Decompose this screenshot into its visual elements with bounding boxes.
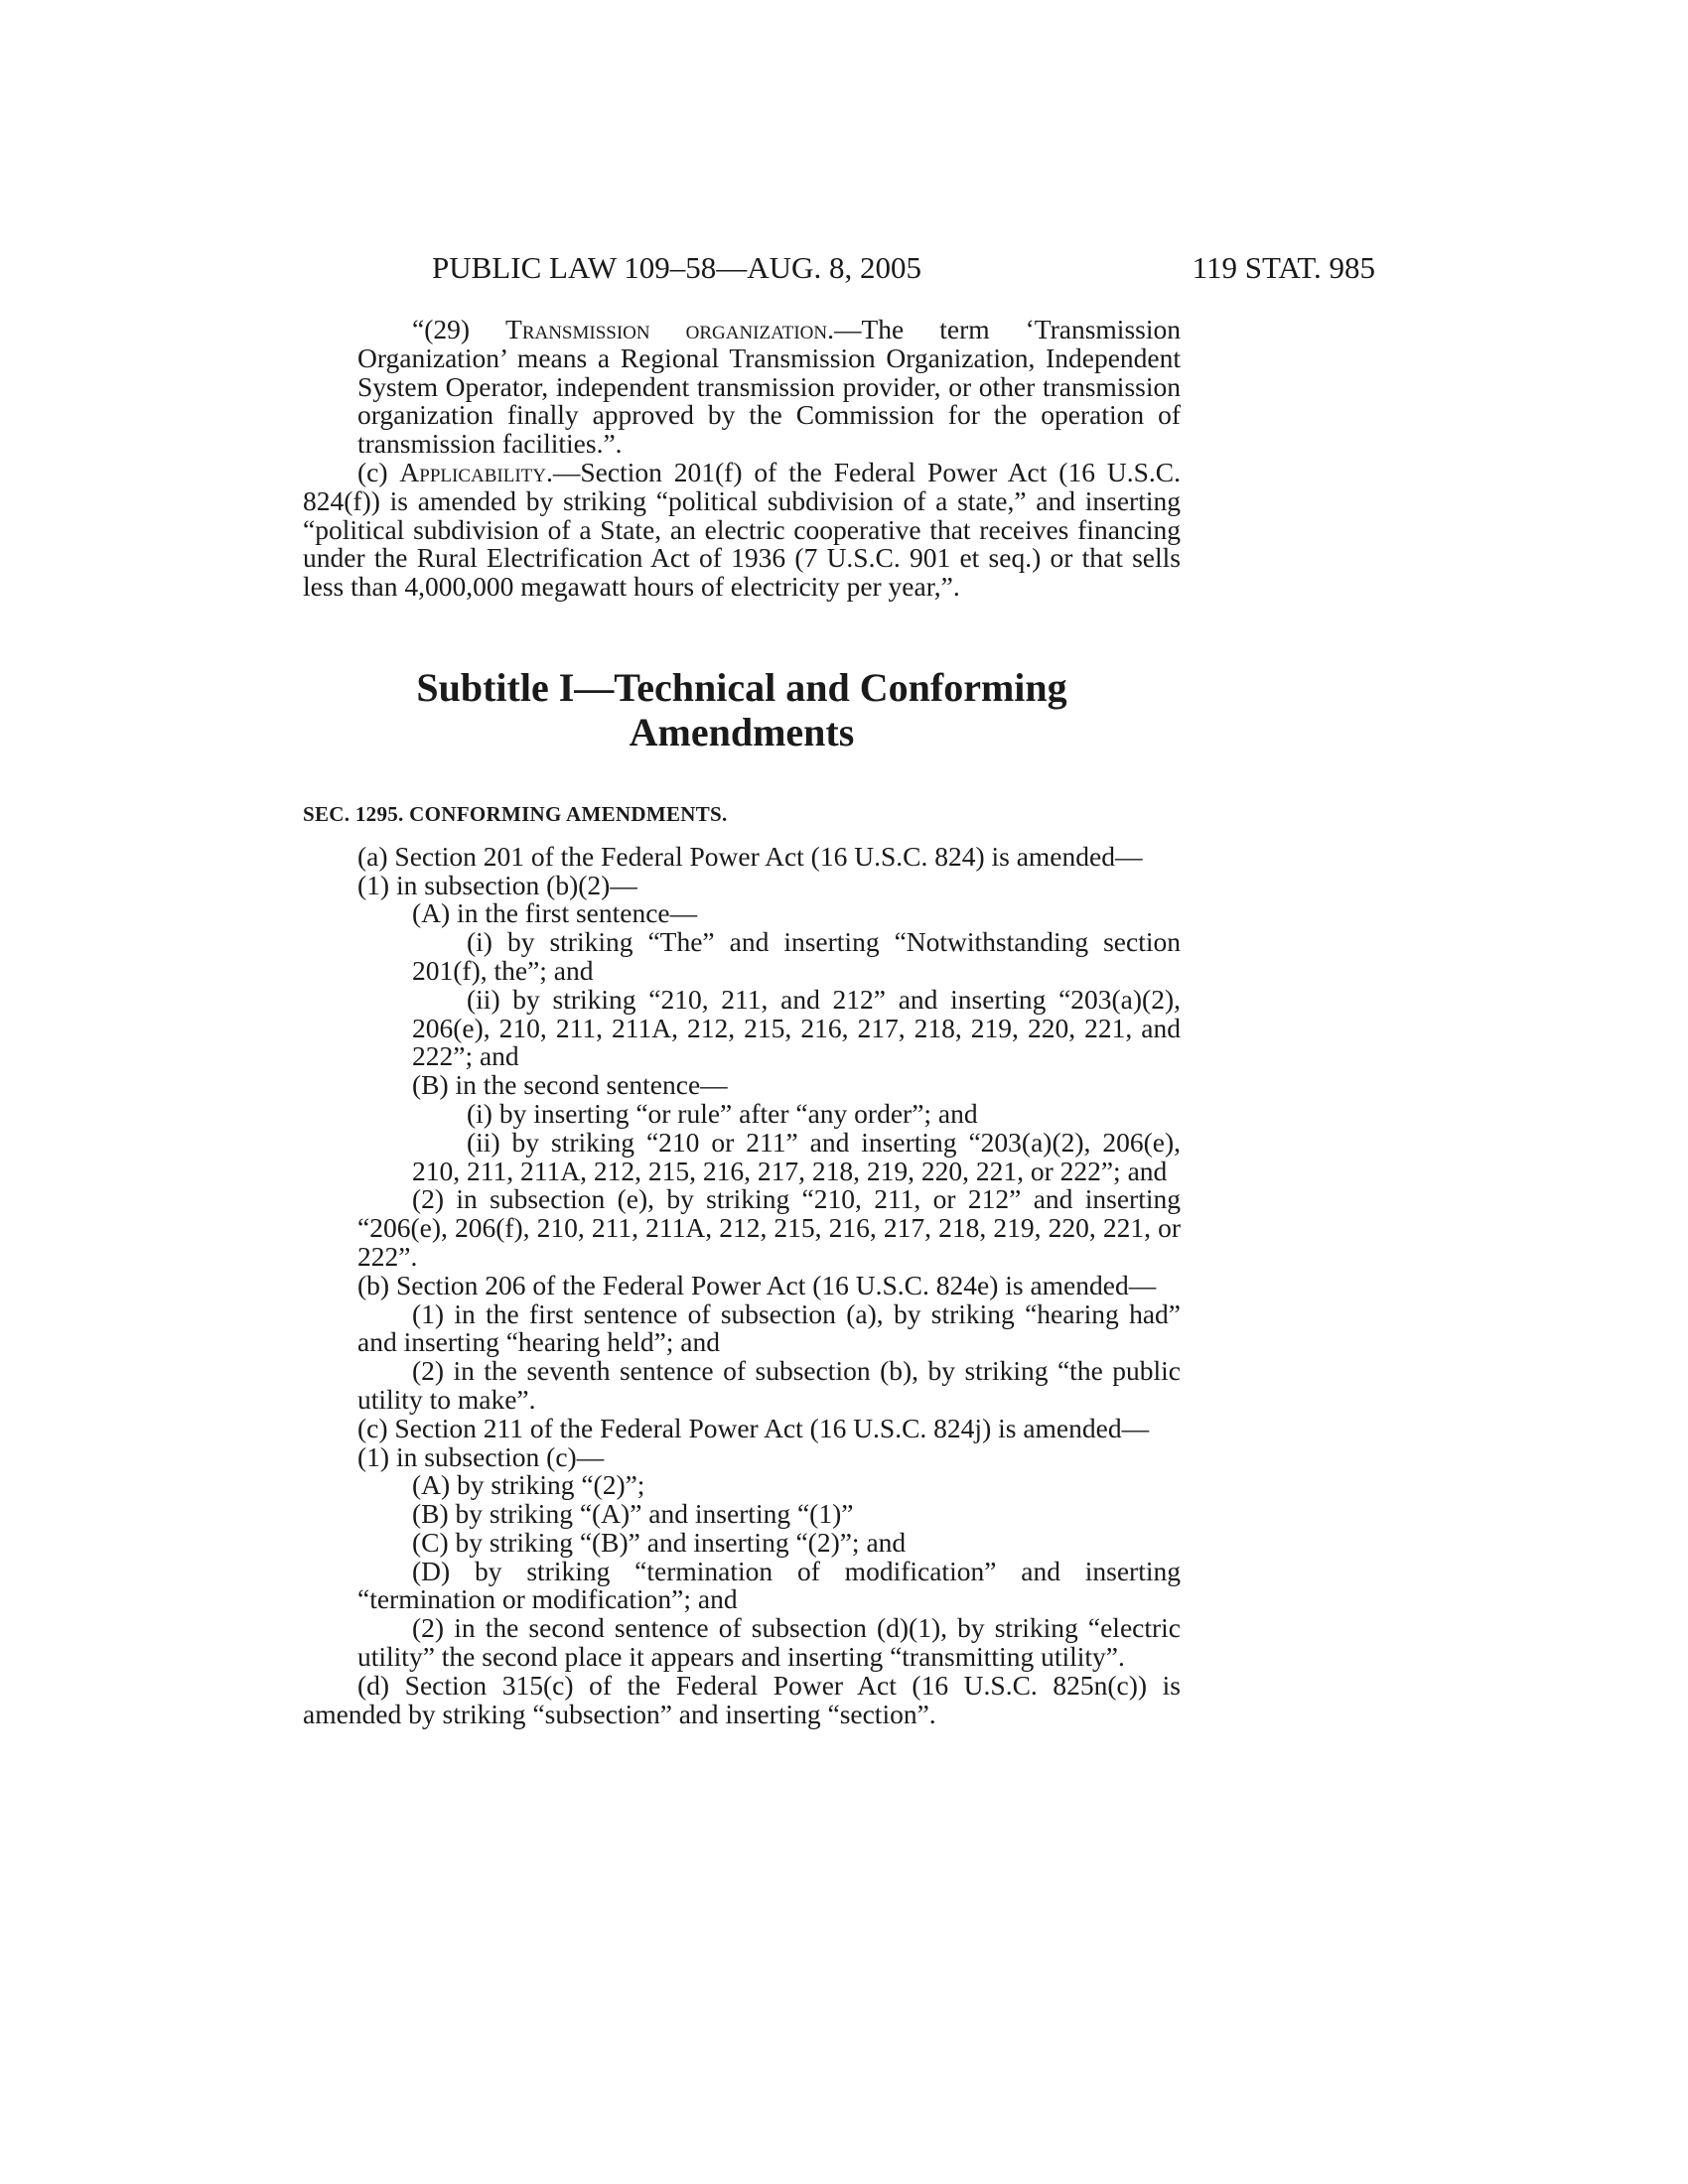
paragraph-b1: (1) in the first sentence of subsection (a), by striking “hearing had” and inserting “hearing held”; and — [357, 1297, 1181, 1358]
subtitle-heading: Subtitle I—Technical and Conforming Amendments — [416, 664, 1067, 754]
clause-a1Bii: (ii) by striking “210 or 211” and inserting “203(a)(2), 206(e), 210, 211, 211A, 212, 215, 216, 217, 218, 219, 220, 221, or 222”; and — [412, 1126, 1181, 1186]
paragraph-a1: (1) in subsection (b)(2)— — [357, 869, 637, 900]
subsection-d: (d) Section 315(c) of the Federal Power Act (16 U.S.C. 825n(c)) is amended by striking “subsection” and inserting “section”. — [303, 1669, 1181, 1729]
subparagraph-a1B: (B) in the second sentence— — [412, 1069, 728, 1101]
clause-a1Ai: (i) by striking “The” and inserting “Notwithstanding section 201(f), the”; and — [412, 926, 1181, 986]
running-header — [432, 250, 1375, 290]
defined-term: Transmission organization — [505, 314, 828, 344]
subsection-b: (b) Section 206 of the Federal Power Act (16 U.S.C. 824e) is amended— — [357, 1269, 1157, 1300]
clause-a1Aii: (ii) by striking “210, 211, and 212” and inserting “203(a)(2), 206(e), 210, 211, 211A, 212, 215, 216, 217, 218, 219, 220, 221, and 222”; and — [412, 983, 1181, 1072]
paragraph-c2: (2) in the second sentence of subsection (d)(1), by striking “electric utility” the second place it appears and inserting “transmitting utility”. — [357, 1612, 1181, 1673]
applicability-paragraph: (c) Applicability.—Section 201(f) of the Federal Power Act (16 U.S.C. 824(f)) is amended by striking “political subdivision of a state,” and inserting “political subdivision of a State, an electric cooperative that receives financing under the Rural Electrification Act of 1936 (7 U.S.C. 901 et seq.) or that sells less than 4,000,000 megawatt hours of electricity per year,”. — [303, 456, 1181, 603]
definition-paragraph-29: “(29) Transmission organization.—The term ‘Transmission Organization’ means a Regional Transmission Organization, Independent System Operator, independent transmission provider, or other transmission organization finally approved by the Commission for the operation of transmission facilities.”. — [357, 314, 1181, 460]
paragraph-a2: (2) in subsection (e), by striking “210, 211, or 212” and inserting “206(e), 206(f), 210, 211, 211A, 212, 215, 216, 217, 218, 219, 220, 221, or 222”. — [357, 1183, 1181, 1272]
statute-page-number: 119 STAT. 985 — [1192, 250, 1375, 285]
public-law-citation: PUBLIC LAW 109–58—AUG. 8, 2005 — [432, 250, 921, 285]
section-heading: SEC. 1295. CONFORMING AMENDMENTS. — [303, 801, 728, 826]
clause-a1Bi: (i) by inserting “or rule” after “any order”; and — [467, 1097, 978, 1129]
document-body — [303, 316, 1181, 1728]
subparagraph-a1A: (A) in the first sentence— — [412, 897, 698, 929]
subparagraph-c1B: (B) by striking “(A)” and inserting “(1)” — [412, 1498, 854, 1530]
subparagraph-c1A: (A) by striking “(2)”; — [412, 1469, 645, 1501]
subparagraph-c1D: (D) by striking “termination of modification” and inserting “termination or modification”; and — [357, 1555, 1181, 1615]
subsection-a: (a) Section 201 of the Federal Power Act (16 U.S.C. 824) is amended— — [357, 840, 1143, 872]
paragraph-c1: (1) in subsection (c)— — [357, 1440, 605, 1472]
subparagraph-c1C: (C) by striking “(B)” and inserting “(2)”; and — [412, 1526, 907, 1558]
paragraph-heading: Applicability — [399, 456, 547, 487]
paragraph-b2: (2) in the seventh sentence of subsection (b), by striking “the public utility to make”. — [357, 1355, 1181, 1415]
subsection-c: (c) Section 211 of the Federal Power Act (16 U.S.C. 824j) is amended— — [357, 1412, 1150, 1443]
